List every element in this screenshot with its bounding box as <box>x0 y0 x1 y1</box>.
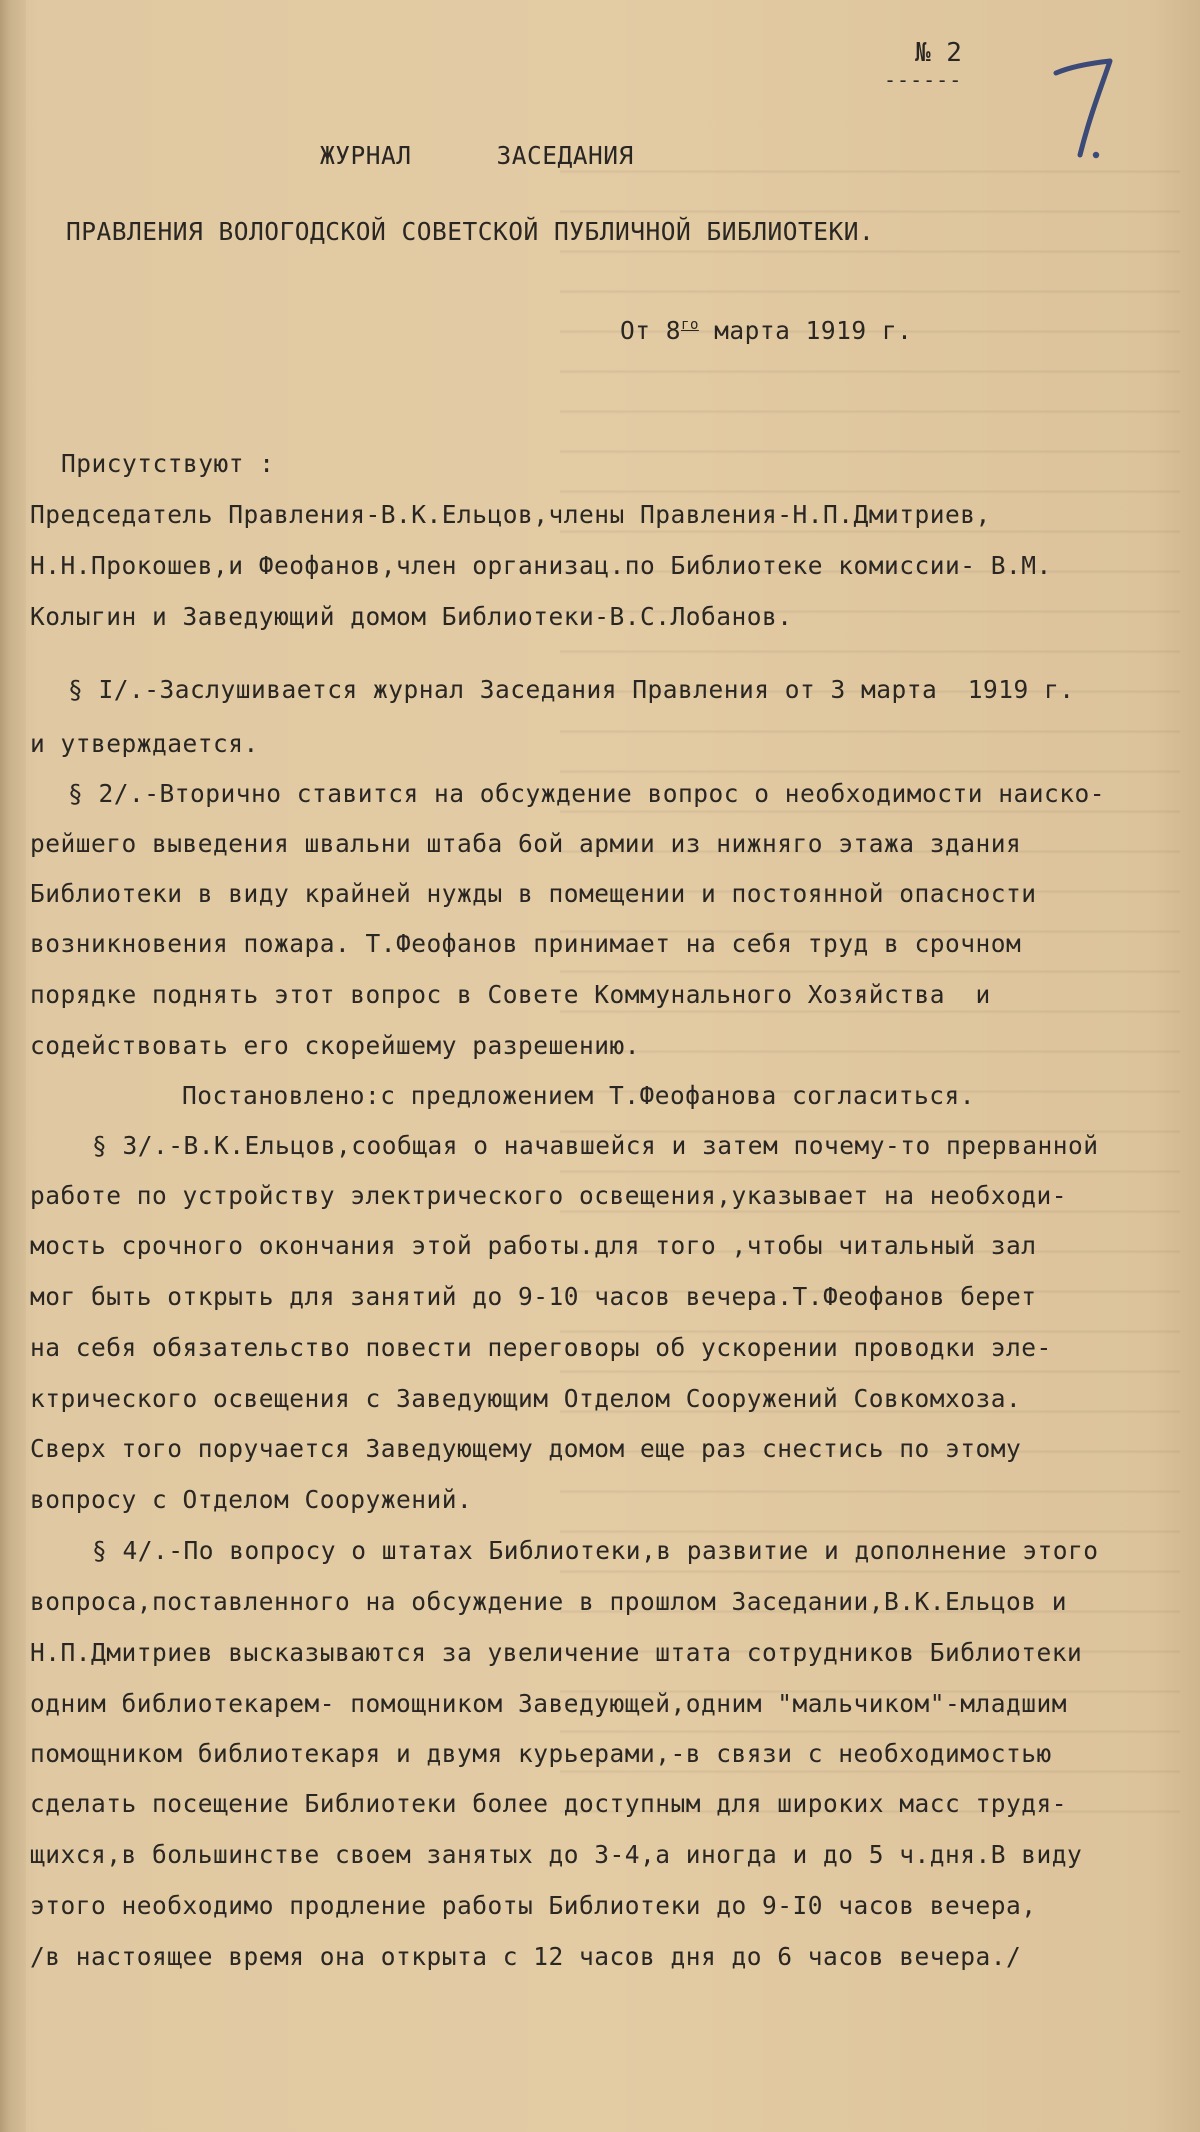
body-line: возникновения пожара. Т.Феофанов принимает на себя труд в срочном <box>30 929 1022 958</box>
body-line: порядке поднять этот вопрос в Совете Коммунального Хозяйства и <box>30 980 991 1009</box>
journal-title: ЖУРНАЛ ЗАСЕДАНИЯ <box>320 141 634 170</box>
body-line: одним библиотекарем- помощником Заведующей,одним "мальчиком"-младшим <box>30 1689 1068 1718</box>
body-line: на себя обязательство повести переговоры об ускорении проводки эле- <box>30 1333 1052 1362</box>
body-line: и утверждается. <box>30 729 259 758</box>
body-line: вопросу с Отделом Сооружений. <box>30 1485 473 1514</box>
document-number-underline: ------ <box>884 68 963 92</box>
body-line: мог быть открыть для занятий до 9-10 часов вечера.Т.Феофанов берет <box>30 1282 1037 1311</box>
body-line: работе по устройству электрического освещения,указывает на необходи- <box>30 1181 1068 1210</box>
page-binding-edge <box>0 0 26 2132</box>
date-superscript: го <box>681 317 699 333</box>
body-line: Н.П.Дмитриев высказываются за увеличение штата сотрудников Библиотеки <box>30 1638 1083 1667</box>
body-line: § 4/.-По вопросу о штатах Библиотеки,в развитие и дополнение этого <box>92 1536 1099 1565</box>
body-line: Сверх того поручается Заведующему домом еще раз снестись по этому <box>30 1434 1022 1463</box>
handwritten-page-number <box>1050 55 1120 165</box>
body-line: сделать посещение Библиотеки более доступным для широких масс трудя- <box>30 1789 1068 1818</box>
body-line: Присутствуют : <box>61 449 275 478</box>
body-line: Колыгин и Заведующий домом Библиотеки-В.С.Лобанов. <box>30 602 793 631</box>
body-line: рейшего выведения швальни штаба 6ой армии из нижняго этажа здания <box>30 829 1022 858</box>
date-suffix: марта 1919 г. <box>698 316 913 345</box>
body-line: содействовать его скорейшему разрешению. <box>30 1031 641 1060</box>
date-prefix: От 8 <box>620 316 682 345</box>
body-line: помощником библиотекаря и двумя курьерами,-в связи с необходимостью <box>30 1739 1052 1768</box>
body-line: Н.Н.Прокошев,и Феофанов,член организац.по Библиотеке комиссии- В.М. <box>30 551 1052 580</box>
body-line: ктрического освещения с Заведующим Отделом Сооружений Совкомхоза. <box>30 1384 1022 1413</box>
body-line: /в настоящее время она открыта с 12 часов дня до 6 часов вечера./ <box>30 1942 1022 1971</box>
body-line: мость срочного окончания этой работы.для того ,чтобы читальный зал <box>30 1231 1037 1260</box>
board-title: ПРАВЛЕНИЯ ВОЛОГОДСКОЙ СОВЕТСКОЙ ПУБЛИЧНОЙ БИБЛИОТЕКИ. <box>66 217 875 246</box>
document-number: № 2 <box>915 38 962 68</box>
body-line: вопроса,поставленного на обсуждение в прошлом Заседании,В.К.Ельцов и <box>30 1587 1068 1616</box>
body-line: Постановлено:с предложением Т.Феофанова согласиться. <box>182 1081 976 1110</box>
body-line: Председатель Правления-В.К.Ельцов,члены Правления-Н.П.Дмитриев, <box>30 500 991 529</box>
body-line: Библиотеки в виду крайней нужды в помещении и постоянной опасности <box>30 879 1037 908</box>
body-line: § 2/.-Вторично ставится на обсуждение вопрос о необходимости наиско- <box>68 779 1106 808</box>
body-line: этого необходимо продление работы Библиотеки до 9-I0 часов вечера, <box>30 1891 1037 1920</box>
body-line: § 3/.-В.К.Ельцов,сообщая о начавшейся и затем почему-то прерванной <box>92 1131 1099 1160</box>
body-line: § I/.-Заслушивается журнал Заседания Правления от 3 марта 1919 г. <box>68 675 1075 704</box>
meeting-date <box>620 318 912 344</box>
body-line: щихся,в большинстве своем занятых до 3-4,а иногда и до 5 ч.дня.В виду <box>30 1840 1083 1869</box>
